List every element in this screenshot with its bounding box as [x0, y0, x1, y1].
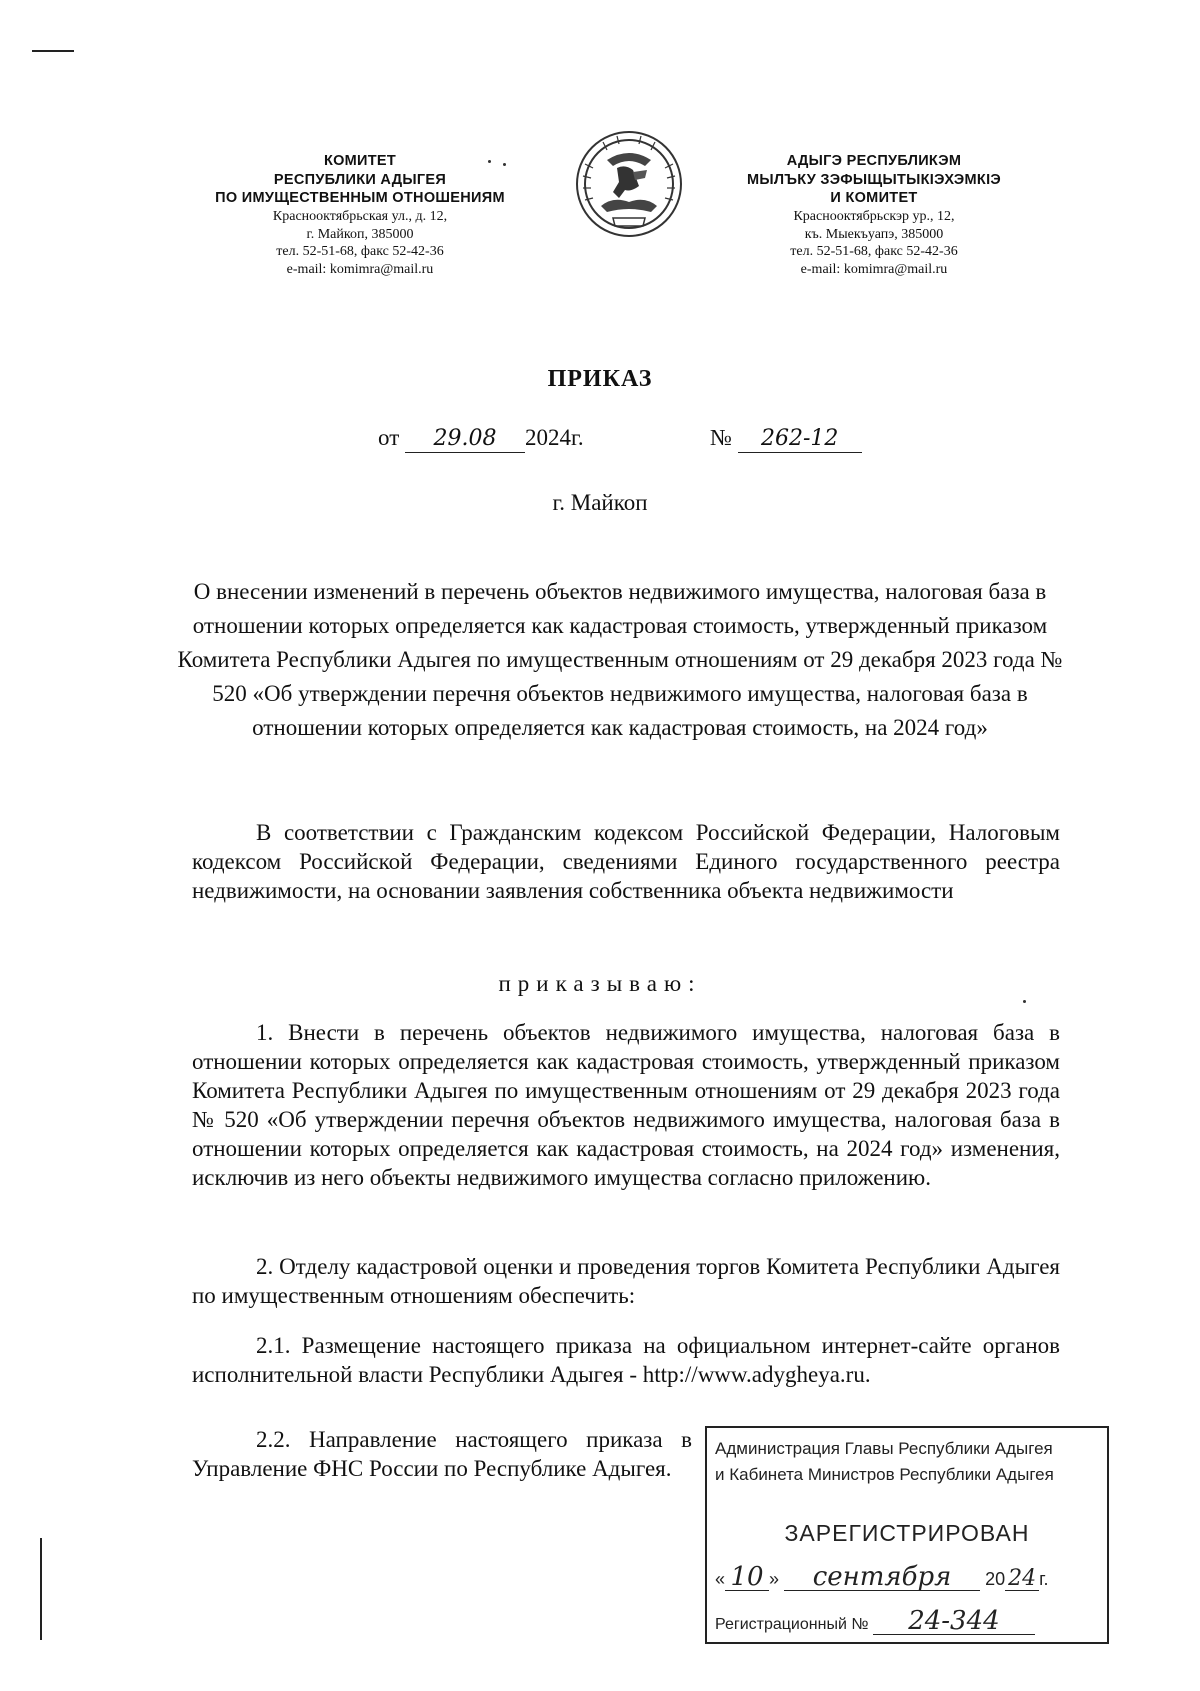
stamp-year-suffix: 24	[1005, 1568, 1039, 1591]
document-title: ПРИКАЗ	[547, 366, 653, 392]
paragraph-2: 2. Отделу кадастровой оценки и проведения торгов Комитета Республики Адыгея по имущественным отношениям обеспечить:	[192, 1254, 1060, 1308]
city-ru: г. Майкоп, 385000	[306, 226, 414, 242]
paragraph-2-1: 2.1. Размещение настоящего приказа на официальном интернет-сайте органов исполнительной власти Республики Адыгея - http://www.adygheya.ru.	[192, 1333, 1060, 1387]
speck	[503, 163, 506, 166]
stamp-quote-open: «	[715, 1569, 726, 1589]
stamp-day: 10	[725, 1564, 769, 1591]
stamp-registration	[715, 1608, 1035, 1635]
number-line	[710, 425, 862, 453]
stamp-date	[715, 1564, 1048, 1591]
order-word: приказываю:	[498, 971, 702, 996]
stamp-year-prefix: 20	[985, 1569, 1006, 1589]
margin-binding-line	[40, 1538, 42, 1640]
top-margin-line	[32, 50, 74, 52]
city-ady: къ. Мыекъуапэ, 385000	[804, 226, 944, 242]
date-prefix: от	[378, 425, 400, 450]
number-handwritten: 262-12	[738, 428, 862, 453]
phone-ady: тел. 52-51-68, факс 52-42-36	[790, 244, 958, 260]
speck	[488, 160, 491, 163]
stamp-header	[715, 1436, 1054, 1488]
registration-stamp	[705, 1426, 1109, 1644]
paragraph-1: 1. Внести в перечень объектов недвижимого имущества, налоговая база в отношении которых определяется как кадастровая стоимость, утвержденный приказом Комитета Республики Адыгея по имущественным отношениям от 29 декабря 2023 года № 520 «Об утверждении перечня объектов недвижимого имущества, налоговая база в отношении которых определяется как кадастровая стоимость, на 2024 год» изменения, исключив из него объекты недвижимого имущества согласно приложению.	[192, 1020, 1060, 1190]
org-name-ru-line3: ПО ИМУЩЕСТВЕННЫМ ОТНОШЕНИЯМ	[215, 190, 505, 207]
email-ru: e-mail: komimra@mail.ru	[286, 262, 434, 278]
preamble-paragraph: В соответствии с Гражданским кодексом Российской Федерации, Налоговым кодексом Российской Федерации, сведениями Единого государственного реестра недвижимости, на основании заявления собственника объекта недвижимости	[192, 820, 1060, 903]
date-year: 2024г.	[525, 425, 584, 450]
org-name-ru-line1: КОМИТЕТ	[323, 153, 397, 169]
stamp-year-g: г.	[1039, 1569, 1049, 1589]
stamp-month: сентября	[784, 1564, 980, 1591]
address-ady: Краснооктябрьскэр ур., 12,	[793, 208, 955, 224]
stamp-title: ЗАРЕГИСТРИРОВАН	[784, 1520, 1030, 1546]
document-subject: О внесении изменений в перечень объектов недвижимого имущества, налоговая база в отношении которых определяется как кадастровая стоимость, утвержденный приказом Комитета Республики Адыгея по имущественным отношениям от 29 декабря 2023 года № 520 «Об утверждении перечня объектов недвижимого имущества, налоговая база в отношении которых определяется как кадастровая стоимость, на 2024 год»	[177, 579, 1063, 740]
header-right	[684, 152, 1064, 279]
stamp-line-2: и Кабинета Министров Республики Адыгея	[715, 1465, 1054, 1484]
speck	[1023, 1000, 1026, 1003]
stamp-quote-close: »	[769, 1569, 780, 1589]
paragraph-2-2: 2.2. Направление настоящего приказа в Управление ФНС России по Республике Адыгея.	[192, 1427, 692, 1481]
coat-of-arms-emblem	[573, 126, 685, 241]
org-name-ady-line2: МЫЛЪКУ ЗЭФЫЩЫТЫКIЭХЭМКIЭ	[746, 171, 1002, 188]
number-prefix: №	[710, 425, 732, 450]
date-handwritten: 29.08	[405, 428, 525, 453]
org-name-ady-line3: И КОМИТЕТ	[830, 190, 918, 207]
email-ady: e-mail: komimra@mail.ru	[800, 262, 948, 278]
address-ru: Краснооктябрьская ул., д. 12,	[272, 208, 448, 224]
document-city: г. Майкоп	[552, 490, 648, 515]
phone-ru: тел. 52-51-68, факс 52-42-36	[276, 244, 444, 260]
header-left	[170, 152, 550, 279]
date-line	[378, 425, 584, 453]
org-name-ru-line2: РЕСПУБЛИКИ АДЫГЕЯ	[273, 171, 447, 188]
stamp-reg-label: Регистрационный №	[715, 1616, 869, 1633]
stamp-line-1: Администрация Главы Республики Адыгея	[715, 1439, 1053, 1458]
org-name-ady-line1: АДЫГЭ РЕСПУБЛИКЭМ	[786, 153, 962, 169]
stamp-reg-number: 24-344	[873, 1608, 1035, 1635]
